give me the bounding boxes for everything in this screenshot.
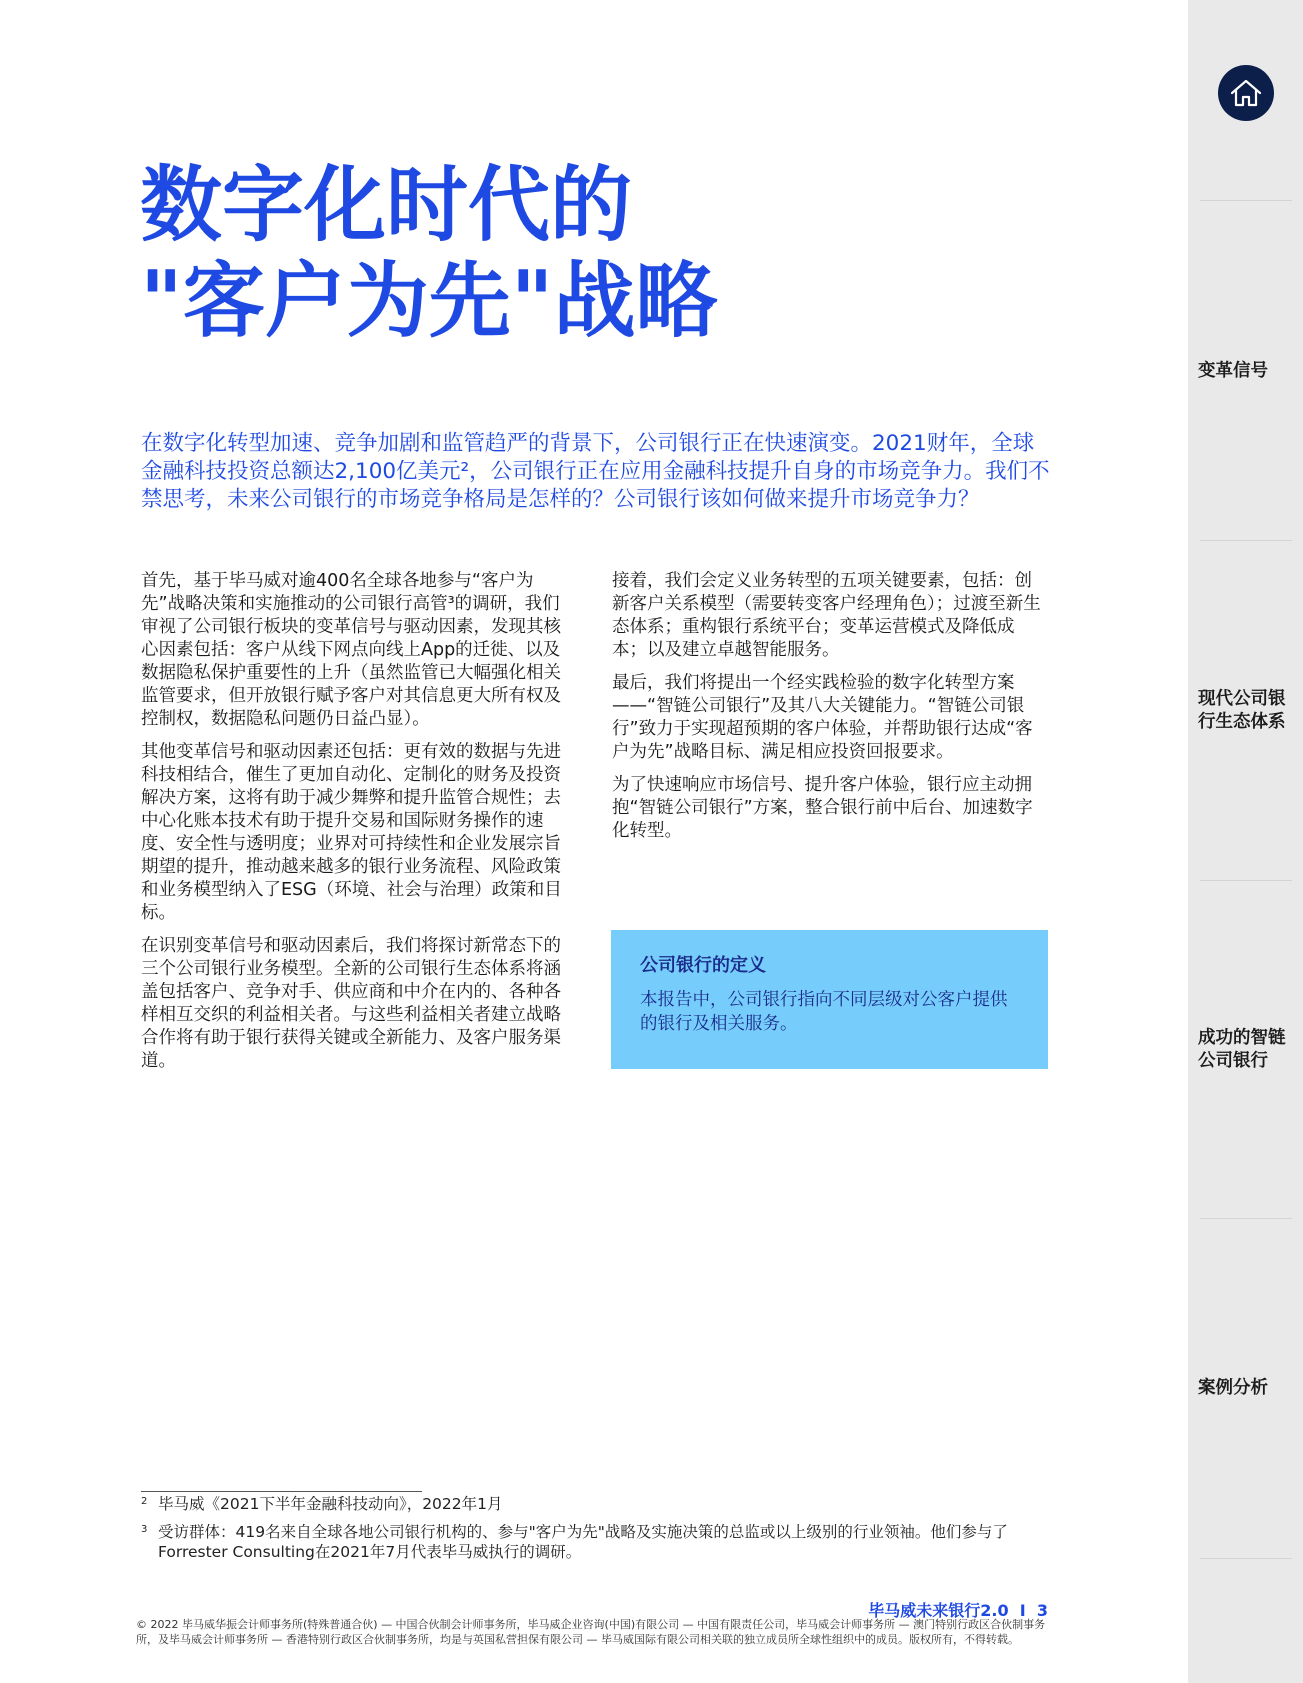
body-paragraph: 首先，基于毕马威对逾400名全球各地参与“客户为先”战略决策和实施推动的公司银行高管³的调研，我们审视了公司银行板块的变革信号与驱动因素，发现其核心因素包括：客户从线下网点向线上App的迁徙、以及数据隐私保护重要性的上升（虽然监管已大幅强化相关监管要求，但开放银行赋予客户对其信息更大所有权及控制权，数据隐私问题仍日益凸显）。 (141, 571, 561, 729)
body-paragraph: 其他变革信号和驱动因素还包括：更有效的数据与先进科技相结合，催生了更加自动化、定制化的财务及投资解决方案，这将有助于减少舞弊和提升监管合规性；去中心化账本技术有助于提升交易和国际财务操作的速度、安全性与透明度；业界对可持续性和企业发展宗旨期望的提升，推动越来越多的银行业务流程、风险政策和业务模型纳入了ESG（环境、社会与治理）政策和目标。 (141, 742, 562, 923)
report-name: 毕马威未来银行2.0 (868, 1601, 1009, 1620)
home-button[interactable] (1218, 65, 1274, 121)
footnote (141, 1494, 1051, 1514)
body-paragraph: 最后，我们将提出一个经实践检验的数字化转型方案——“智链公司银行”及其八大关键能力。“智链公司银行”致力于实现超预期的客户体验，并帮助银行达成“客户为先”战略目标、满足相应投资回报要求。 (612, 673, 1033, 762)
definition-callout (611, 930, 1048, 1069)
body-paragraph: 接着，我们会定义业务转型的五项关键要素，包括：创新客户关系模型（需要转变客户经理角色）；过渡至新生态体系；重构银行系统平台；变革运营模式及降低成本；以及建立卓越智能服务。 (612, 571, 1041, 660)
sidebar-divider (1200, 200, 1292, 201)
copyright-notice: © 2022 毕马威华振会计师事务所(特殊普通合伙) — 中国合伙制会计师事务所，毕马威企业咨询(中国)有限公司 — 中国有限责任公司，毕马威会计师事务所 — 澳门特别行政区合伙制事务所，及毕马威会计师事务所 — 香港特别行政区合伙制事务所，均是与英国私营担保有限公司 — 毕马威国际有限公司相关联的独立成员所全球性组织中的成员。版权所有，不得转载。 (136, 1618, 1046, 1646)
page-title-line-1: 数字化时代的 (140, 158, 633, 253)
sidebar-divider (1200, 1558, 1292, 1559)
footnote-number: 3 (141, 1524, 148, 1535)
side-navigation (1188, 0, 1303, 1683)
home-icon (1229, 78, 1263, 108)
sidebar-item-case-studies[interactable]: 案例分析 (1198, 1378, 1268, 1398)
callout-body: 本报告中，公司银行指向不同层级对公客户提供的银行及相关服务。 (640, 990, 1008, 1034)
intro-paragraph: 在数字化转型加速、竞争加剧和监管趋严的背景下，公司银行正在快速演变。2021财年，全球金融科技投资总额达2,100亿美元²，公司银行正在应用金融科技提升自身的市场竞争力。我们不禁思考，未来公司银行的市场竞争格局是怎样的？公司银行该如何做来提升市场竞争力？ (141, 431, 1050, 512)
left-column (141, 570, 576, 1083)
sidebar-item-transformation-signals[interactable]: 变革信号 (1198, 361, 1268, 381)
footnote-text: 受访群体：419名来自全球各地公司银行机构的、参与"客户为先"战略及实施决策的总监或以上级别的行业领袖。他们参与了Forrester Consulting在2021年7月代表毕马威执行的调研。 (158, 1523, 1008, 1561)
footnote-number: 2 (141, 1496, 148, 1507)
sidebar-divider (1200, 880, 1292, 881)
callout-title: 公司银行的定义 (640, 955, 766, 976)
body-paragraph: 在识别变革信号和驱动因素后，我们将探讨新常态下的三个公司银行业务模型。全新的公司银行生态体系将涵盖包括客户、竞争对手、供应商和中介在内的、各种各样相互交织的利益相关者。与这些利益相关者建立战略合作将有助于银行获得关键或全新能力、及客户服务渠道。 (141, 936, 561, 1071)
page-title-line-2: "客户为先"战略 (140, 254, 718, 349)
sidebar-divider (1200, 540, 1292, 541)
sidebar-item-successful-smart-banking[interactable]: 成功的智链公司银行 (1198, 1028, 1286, 1071)
body-paragraph: 为了快速响应市场信号、提升客户体验，银行应主动拥抱“智链公司银行”方案，整合银行前中后台、加速数字化转型。 (612, 775, 1033, 841)
sidebar-item-modern-ecosystem[interactable]: 现代公司银行生态体系 (1198, 689, 1286, 732)
right-column (612, 570, 1047, 853)
footnote (141, 1522, 1051, 1562)
footer-separator: I (1019, 1601, 1026, 1620)
page-title (140, 158, 717, 350)
footnote-text: 毕马威《2021下半年金融科技动向》，2022年1月 (158, 1495, 503, 1513)
page-number: 3 (1036, 1601, 1048, 1620)
footnote-divider (141, 1491, 422, 1492)
sidebar-divider (1200, 1218, 1292, 1219)
